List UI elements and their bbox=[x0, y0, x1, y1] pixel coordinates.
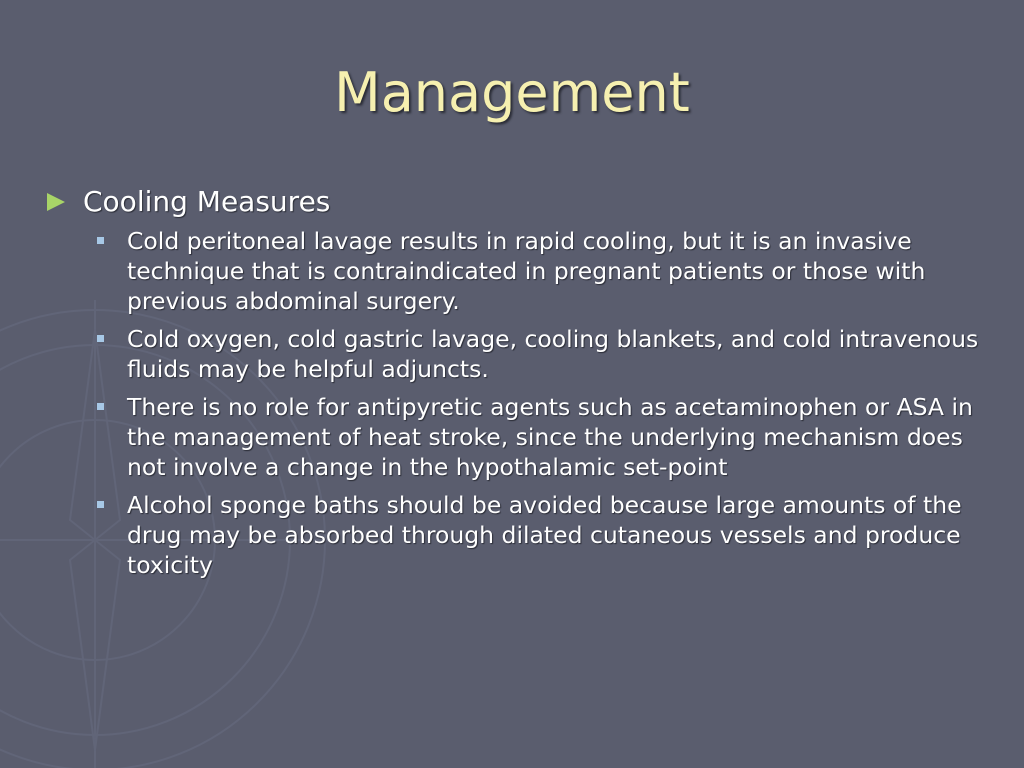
bullet-text: Cold peritoneal lavage results in rapid cooling, but it is an invasive technique that is contraindicated in pregnant patients or those with previous abdominal surgery. bbox=[127, 227, 926, 315]
list-item bbox=[46, 324, 986, 384]
list-item bbox=[46, 226, 986, 316]
slide-title: Management bbox=[334, 61, 690, 124]
square-bullet-icon bbox=[97, 237, 104, 244]
bullet-text: Alcohol sponge baths should be avoided because large amounts of the drug may be absorbed through dilated cutaneous vessels and produce toxicity bbox=[127, 491, 962, 579]
bullet-level1 bbox=[46, 183, 986, 221]
list-item bbox=[46, 490, 986, 580]
bullet-text: There is no role for antipyretic agents such as acetaminophen or ASA in the management of heat stroke, since the underlying mechanism does not involve a change in the hypothalamic set-point bbox=[127, 393, 973, 481]
square-bullet-icon bbox=[97, 403, 104, 410]
slide-content bbox=[46, 183, 986, 588]
square-bullet-icon bbox=[97, 335, 104, 342]
list-item bbox=[46, 392, 986, 482]
triangle-bullet-icon bbox=[47, 193, 65, 211]
square-bullet-icon bbox=[97, 501, 104, 508]
section-heading: Cooling Measures bbox=[83, 185, 331, 218]
bullet-text: Cold oxygen, cold gastric lavage, cooling blankets, and cold intravenous fluids may be helpful adjuncts. bbox=[127, 325, 979, 383]
sub-bullet-list bbox=[46, 226, 986, 580]
